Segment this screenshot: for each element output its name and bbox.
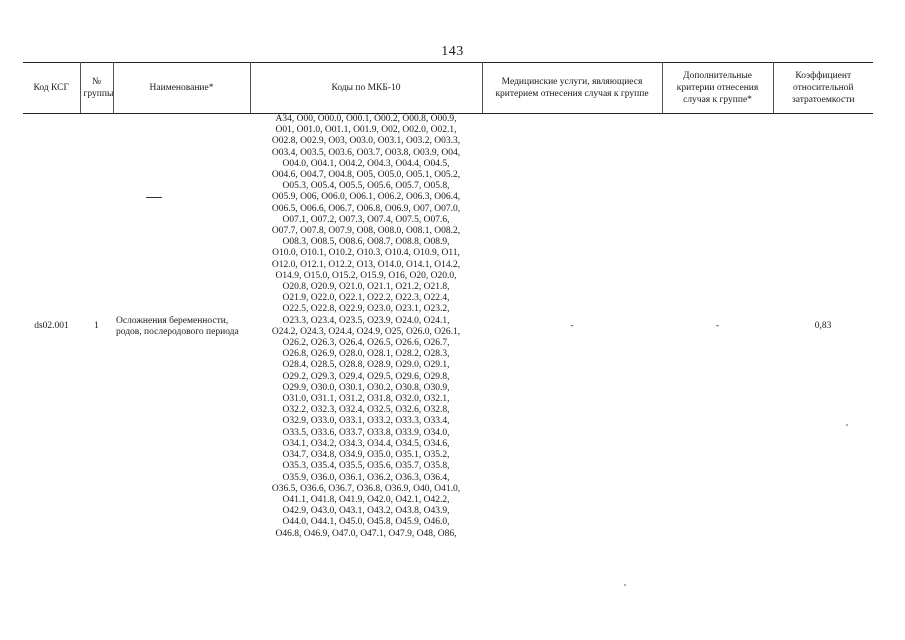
- mkb-line: O05.9, O06, O06.0, O06.1, O06.2, O06.3, O06.4,: [271, 192, 461, 203]
- cell-additional-criteria: -: [715, 321, 720, 332]
- header-ksg-code: Код КСГ: [23, 63, 80, 114]
- header-mkb-codes: Коды по МКБ-10: [250, 63, 482, 114]
- mkb-line: O10.0, O10.1, O10.2, O10.3, O10.4, O10.9, O11,: [272, 248, 460, 259]
- mkb-line: O34.1, O34.2, O34.3, O34.4, O34.5, O34.6,: [282, 438, 450, 449]
- cell-coefficient: 0,83: [814, 321, 832, 332]
- mkb-line: O32.2, O32.3, O32.4, O32.5, O32.6, O32.8,: [282, 405, 450, 416]
- header-group-number: № группы: [80, 63, 113, 114]
- cell-name: Осложнения беременности, родов, послеродового периода: [116, 315, 239, 337]
- mkb-line: O41.1, O41.8, O41.9, O42.0, O42.1, O42.2,: [282, 494, 450, 505]
- scan-speck: [624, 584, 626, 586]
- mkb-line: O01, O01.0, O01.1, O01.9, O02, O02.0, O02.1,: [275, 125, 457, 136]
- mkb-line: O32.9, O33.0, O33.1, O33.2, O33.3, O33.4,: [282, 416, 450, 427]
- mkb-line: O36.5, O36.6, O36.7, O36.8, O36.9, O40, O41.0,: [271, 483, 461, 494]
- cell-ksg-code: ds02.001: [34, 321, 69, 332]
- mkb-line: O29.9, O30.0, O30.1, O30.2, O30.8, O30.9,: [282, 382, 450, 393]
- cell-mkb-codes: [250, 114, 482, 540]
- mkb-line: O02.8, O02.9, O03, O03.0, O03.1, O03.2, O03.3,: [271, 136, 461, 147]
- mkb-line: O20.8, O20.9, O21.0, O21.1, O21.2, O21.8,: [282, 282, 450, 293]
- table-header-row: [23, 63, 873, 114]
- mkb-line: O08.3, O08.5, O08.6, O08.7, O08.8, O08.9,: [282, 237, 450, 248]
- page-number: 143: [441, 44, 464, 59]
- header-medical-services: Медицинские услуги, являющиеся критерием отнесения случая к группе: [482, 63, 662, 114]
- mkb-line: O35.3, O35.4, O35.5, O35.6, O35.7, O35.8,: [282, 461, 450, 472]
- mkb-line: O03.4, O03.5, O03.6, O03.7, O03.8, O03.9, O04,: [271, 147, 461, 158]
- mkb-line: O14.9, O15.0, O15.2, O15.9, O16, O20, O20.0,: [275, 270, 457, 281]
- mkb-line: O04.6, O04.7, O04.8, O05, O05.0, O05.1, O05.2,: [271, 170, 461, 181]
- mkb-line: O26.2, O26.3, O26.4, O26.5, O26.6, O26.7,: [282, 338, 450, 349]
- mkb-line: O44.0, O44.1, O45.0, O45.8, O45.9, O46.0,: [282, 517, 450, 528]
- mkb-line: O05.3, O05.4, O05.5, O05.6, O05.7, O05.8,: [282, 181, 450, 192]
- mkb-line: O22.5, O22.8, O22.9, O23.0, O23.1, O23.2,: [282, 304, 450, 315]
- mkb-line: O04.0, O04.1, O04.2, O04.3, O04.4, O04.5,: [282, 158, 450, 169]
- mkb-line: O31.0, O31.1, O31.2, O31.8, O32.0, O32.1,: [282, 394, 450, 405]
- mkb-line: O07.7, O07.8, O07.9, O08, O08.0, O08.1, O08.2,: [271, 226, 461, 237]
- mkb-line: O34.7, O34.8, O34.9, O35.0, O35.1, O35.2,: [282, 450, 450, 461]
- mkb-line: O23.3, O23.4, O23.5, O23.9, O24.0, O24.1,: [282, 315, 450, 326]
- mkb-line: O42.9, O43.0, O43.1, O43.2, O43.8, O43.9,: [282, 506, 450, 517]
- mkb-line: O12.0, O12.1, O12.2, O13, O14.0, O14.1, O14.2,: [271, 259, 461, 270]
- mkb-line: O07.1, O07.2, O07.3, O07.4, O07.5, O07.6,: [282, 214, 450, 225]
- mkb-line: O26.8, O26.9, O28.0, O28.1, O28.2, O28.3,: [282, 349, 450, 360]
- scan-dash-mark: [146, 197, 162, 198]
- mkb-line: O33.5, O33.6, O33.7, O33.8, O33.9, O34.0,: [282, 427, 450, 438]
- mkb-line: O46.8, O46.9, O47.0, O47.1, O47.9, O48, O86,: [275, 528, 457, 539]
- cell-group-number: 1: [94, 321, 99, 332]
- cell-medical-services: -: [570, 321, 574, 332]
- table-row: [23, 114, 873, 540]
- header-additional-criteria: Дополнительные критерии отнесения случая к группе*: [662, 63, 773, 114]
- mkb-line: O28.4, O28.5, O28.8, O28.9, O29.0, O29.1,: [282, 360, 450, 371]
- mkb-line: A34, O00, O00.0, O00.1, O00.2, O00.8, O00.9,: [275, 114, 457, 124]
- mkb-line: O35.9, O36.0, O36.1, O36.2, O36.3, O36.4,: [282, 472, 450, 483]
- mkb-line: O06.5, O06.6, O06.7, O06.8, O06.9, O07, O07.0,: [271, 203, 461, 214]
- mkb-line: O21.9, O22.0, O22.1, O22.2, O22.3, O22.4,: [282, 293, 450, 304]
- ksg-table: [23, 62, 873, 540]
- scan-speck: [846, 424, 848, 426]
- header-coefficient: Коэффициент относительной затратоемкости: [773, 63, 873, 114]
- mkb-line: O29.2, O29.3, O29.4, O29.5, O29.6, O29.8,: [282, 371, 450, 382]
- header-name: Наименование*: [113, 63, 250, 114]
- mkb-line: O24.2, O24.3, O24.4, O24.9, O25, O26.0, O26.1,: [271, 326, 461, 337]
